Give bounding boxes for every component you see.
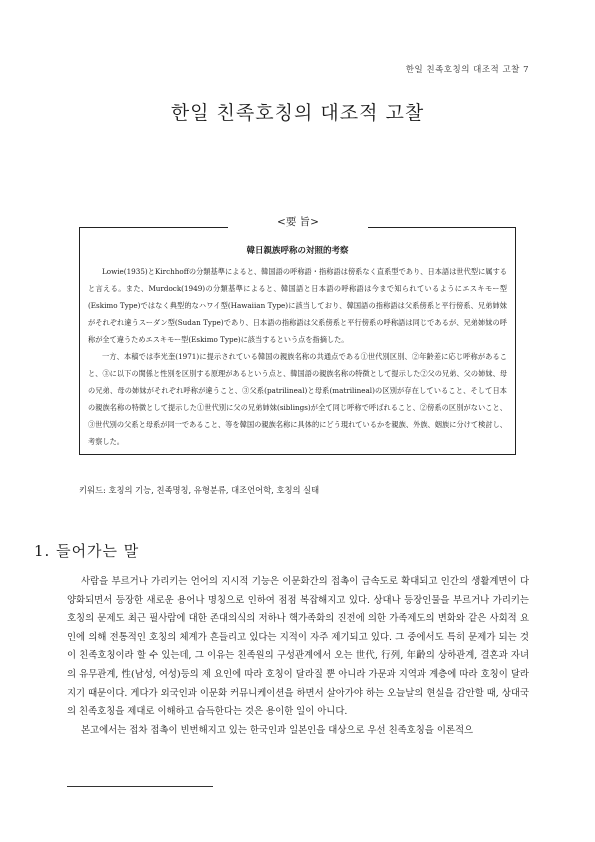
abstract-content	[88, 243, 507, 450]
footnote-rule	[67, 786, 213, 787]
section-heading: 1. 들어가는 말	[34, 542, 140, 560]
abstract-paragraph-2: 一方、本稿では李光奎(1971)に提示されている韓国の親族名称の共通点である①世代別区別、②年齢差に応じ呼称があること、③に以下の関係と性別を区別する原理があるという点と、韓国語の親族名称の特徴として提示した②父の兄弟、父の姉妹、母の兄弟、母の姉妹がそれぞれ呼称が違うこと、③父系(patrilineal)と母系(matrilineal)の区別が存在していること、そして日本の親族名称の特徴として提示した①世代別に父の兄弟姉妹(siblings)が全て同じ呼称で呼ばれること、②傍系の区別がないこと、③世代別の父系と母系が同一であること、等を韓国の親族名称に具体的にどう現れているかを親族、外族、姻族に分けて検討し、考察した。	[88, 352, 507, 446]
running-head: 한일 친족호칭의 대조적 고찰 7	[405, 65, 529, 75]
body-paragraph-1: 사람을 부르거나 가리키는 언어의 지시적 기능은 이문화간의 접촉이 급속도로 확대되고 인간의 생활계면이 다양화되면서 등장한 새로운 용어나 명칭으로 인하여 점점 복잡해지고 있다. 상대나 등장인물을 부르거나 가리키는 호칭의 문제도 최근 필사람에 대한 존대의식의 저하나 핵가족화의 진전에 의한 가족제도의 변화와 같은 사회적 요인에 의해 전통적인 호칭의 체계가 흔들리고 있다는 지적이 자주 제기되고 있다. 그 중에서도 특히 문제가 되는 것이 친족호칭이라 할 수 있는데, 그 이유는 친족원의 구성관계에서 오는 世代, 行列, 年齡의 상하관계, 결혼과 자녀의 유무관계, 性(남성, 여성)등의 제 요인에 따라 호칭이 달라질 뿐 아니라 가문과 지역과 계층에 따라 호칭이 달라지기 때문이다. 게다가 외국인과 이문화 커뮤니케이션을 하면서 살아가야 하는 오늘날의 현실을 감안할 때, 상대국의 친족호칭을 제대로 이해하고 습득한다는 것은 용이한 일이 아니다.	[67, 576, 529, 718]
abstract-label: <要 旨>	[228, 214, 368, 229]
abstract-paragraph-1: Lowie(1935)とKirchhoffの分類基準によると、韓国語の呼称語・指称語は傍系なく直系型であり、日本語は世代型に属すると言える。また、Murdock(1949)の分類基準によると、韓国語と日本語の呼称語は今まで知られているようにエスキモー型(Eskimo Type)ではなく典型的なハワイ型(Hawaiian Type)に該当しており、韓国語の指称語は父系傍系と平行傍系、兄弟姉妹がそれぞれ違うスーダン型(Sudan Type)であり、日本語の指称語は父系傍系と平行傍系の呼称語は同じであるが、兄弟姉妹の呼称が全て違うためエスキモー型(Eskimo Type)に該当するという点を指摘した。	[88, 267, 507, 344]
keywords: 키워드: 호칭의 기능, 친족명칭, 유형분류, 대조언어학, 호칭의 실태	[79, 485, 320, 495]
abstract-heading: 韓日親族呼称の対照的考察	[246, 246, 349, 256]
body-text	[67, 573, 529, 740]
page-title: 한일 친족호칭의 대조적 고찰	[170, 102, 425, 124]
body-paragraph-2: 본고에서는 접차 접촉이 빈번해지고 있는 한국인과 일본인을 대상으로 우선 친족호칭을 이론적으	[81, 724, 474, 736]
